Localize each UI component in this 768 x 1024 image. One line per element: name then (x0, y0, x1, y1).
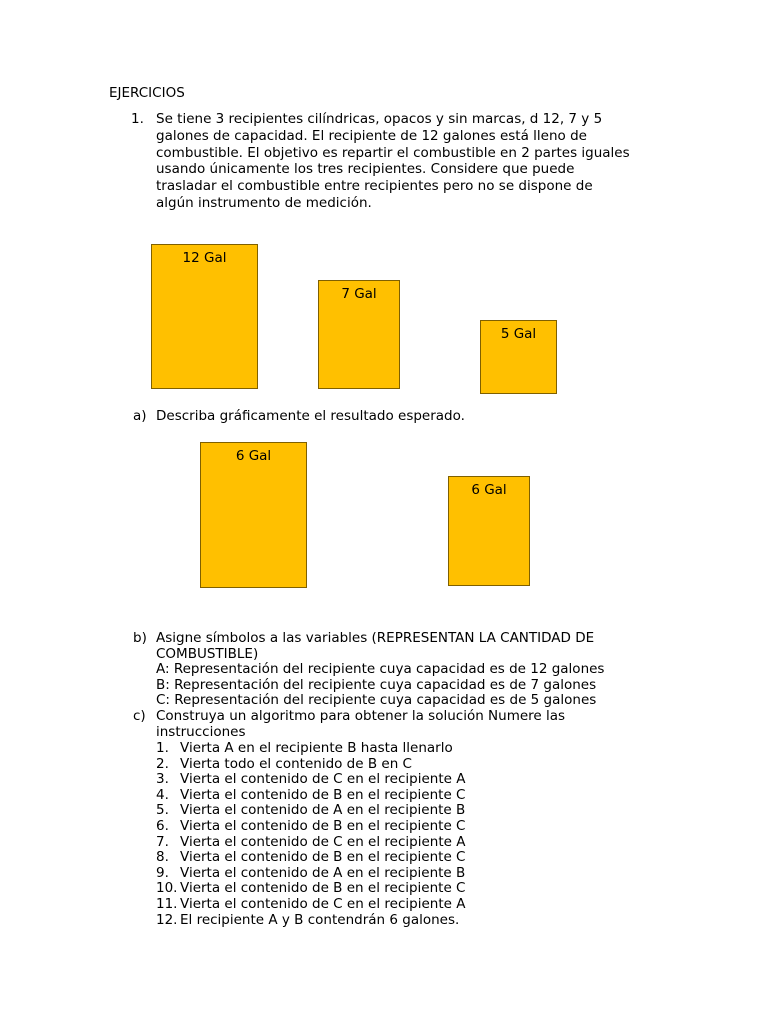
part-b-line: Asigne símbolos a las variables (REPRESENTAN LA CANTIDAD DE (156, 630, 595, 646)
step-number: 4. (156, 786, 169, 803)
algorithm-step (156, 881, 576, 897)
step-number: 5. (156, 802, 169, 819)
result-container-a (200, 442, 307, 588)
algorithm-step (156, 913, 576, 929)
variable-c-definition: C: Representación del recipiente cuya capacidad es de 5 galones (156, 692, 597, 709)
step-number: 7. (156, 833, 169, 850)
step-text: El recipiente A y B contendrán 6 galones. (180, 911, 460, 928)
statement-line: Se tiene 3 recipientes cilíndricas, opacos y sin marcas, d 12, 7 y 5 (156, 111, 603, 127)
step-text: Vierta el contenido de C en el recipiente A (180, 895, 466, 912)
step-text: Vierta el contenido de A en el recipiente B (180, 864, 466, 881)
part-b-line: COMBUSTIBLE) (156, 645, 259, 662)
algorithm-step (156, 819, 576, 835)
algorithm-step (156, 897, 576, 913)
step-number: 1. (156, 740, 169, 756)
step-text: Vierta el contenido de C en el recipiente A (180, 833, 466, 850)
container-label: 6 Gal (471, 482, 507, 498)
step-text: Vierta el contenido de B en el recipiente C (180, 880, 466, 897)
part-b-letter: b) (133, 630, 147, 646)
container-label: 5 Gal (500, 326, 537, 342)
container-label: 12 Gal (182, 250, 227, 266)
container-5-gal (480, 320, 557, 394)
exercise-statement (156, 112, 630, 213)
statement-line: usando únicamente los tres recipientes. Considere que puede (156, 161, 575, 178)
statement-line: galones de capacidad. El recipiente de 12 galones está lleno de (156, 127, 587, 144)
step-number: 11. (156, 895, 178, 912)
step-number: 6. (156, 817, 169, 834)
statement-line: trasladar el combustible entre recipientes pero no se dispone de (156, 178, 593, 195)
part-c-block (156, 709, 565, 740)
step-number: 10. (156, 880, 178, 897)
algorithm-step (156, 850, 576, 866)
step-number: 9. (156, 864, 169, 881)
container-7-gal (318, 280, 400, 389)
step-text: Vierta todo el contenido de B en C (180, 755, 412, 772)
step-text: Vierta el contenido de B en el recipiente C (180, 817, 466, 834)
step-number: 2. (156, 755, 169, 772)
part-c-line: Construya un algoritmo para obtener la solución Numere las (156, 708, 566, 724)
algorithm-step (156, 757, 576, 773)
step-text: Vierta el contenido de B en el recipiente C (180, 786, 466, 803)
variable-b-definition: B: Representación del recipiente cuya capacidad es de 7 galones (156, 676, 597, 693)
part-c-letter: c) (133, 708, 146, 724)
step-text: Vierta A en el recipiente B hasta llenarlo (180, 740, 453, 756)
step-text: Vierta el contenido de A en el recipiente B (180, 802, 466, 819)
exercise-number: 1. (131, 111, 144, 127)
statement-line: algún instrumento de medición. (156, 194, 372, 211)
algorithm-steps (156, 741, 576, 928)
container-label: 7 Gal (341, 286, 377, 302)
part-a-text: Describa gráficamente el resultado esperado. (156, 408, 465, 424)
step-text: Vierta el contenido de B en el recipiente C (180, 849, 466, 866)
algorithm-step (156, 866, 576, 882)
result-container-b (448, 476, 530, 586)
step-number: 3. (156, 771, 169, 788)
algorithm-step (156, 803, 576, 819)
algorithm-step (156, 741, 576, 757)
part-c-line: instrucciones (156, 723, 246, 740)
part-b-block (156, 631, 604, 709)
algorithm-step (156, 772, 576, 788)
step-number: 8. (156, 849, 169, 866)
algorithm-step (156, 788, 576, 804)
variable-a-definition: A: Representación del recipiente cuya capacidad es de 12 galones (156, 661, 605, 678)
part-a-letter: a) (133, 408, 147, 424)
algorithm-step (156, 835, 576, 851)
container-12-gal (151, 244, 258, 389)
step-number: 12. (156, 911, 178, 928)
step-text: Vierta el contenido de C en el recipiente A (180, 771, 466, 788)
container-label: 6 Gal (235, 448, 272, 464)
statement-line: combustible. El objetivo es repartir el combustible en 2 partes iguales (156, 144, 630, 161)
document-heading: EJERCICIOS (109, 85, 185, 101)
